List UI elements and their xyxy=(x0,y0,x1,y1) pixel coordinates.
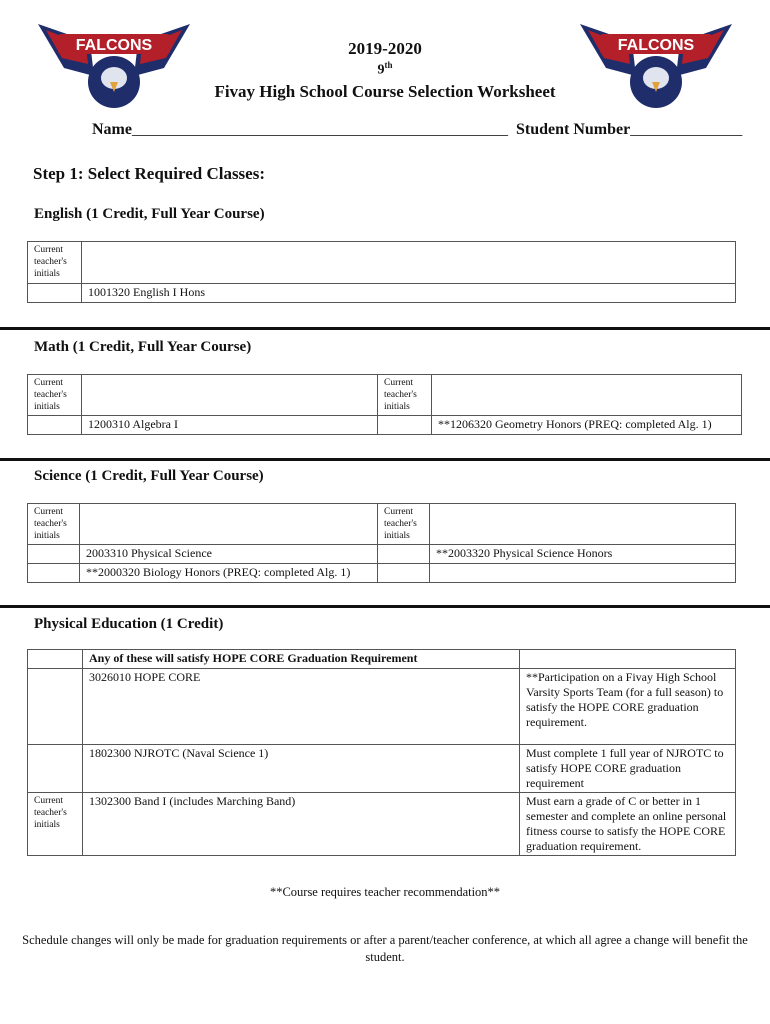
grade-level xyxy=(0,60,770,79)
empty-cell xyxy=(82,375,378,416)
math-heading: Math (1 Credit, Full Year Course) xyxy=(34,339,252,355)
initials-label: Current teacher's initials xyxy=(378,375,432,416)
initials-box[interactable] xyxy=(28,564,80,583)
section-divider xyxy=(0,605,770,608)
initials-label: Current teacher's initials xyxy=(28,375,82,416)
name-field[interactable]: _______________________________________________ xyxy=(131,121,508,138)
grade-number: 9 xyxy=(377,62,385,78)
section-divider xyxy=(0,458,770,461)
step-heading: Step 1: Select Required Classes: xyxy=(33,164,265,183)
empty-cell xyxy=(430,564,736,583)
initials-label: Current teacher's initials xyxy=(378,504,430,545)
pe-table-header: Any of these will satisfy HOPE CORE Graduation Requirement xyxy=(83,650,520,669)
initials-label: Current teacher's initials xyxy=(28,242,82,284)
requirement-note: **Participation on a Fivay High School Varsity Sports Team (for a full season) to satisfy the HOPE CORE graduation requirement. xyxy=(520,669,736,745)
initials-label: Current teacher's initials xyxy=(28,504,80,545)
requirement-note: Must complete 1 full year of NJROTC to satisfy HOPE CORE graduation requirement xyxy=(520,745,736,793)
initials-box[interactable] xyxy=(28,669,83,745)
initials-box[interactable] xyxy=(28,545,80,564)
initials-label: Current teacher's initials xyxy=(28,793,83,856)
initials-box[interactable] xyxy=(28,745,83,793)
math-table xyxy=(27,374,742,435)
course-cell[interactable]: 1302300 Band I (includes Marching Band) xyxy=(83,793,520,856)
requirement-note: Must earn a grade of C or better in 1 semester and complete an online personal fitness course to satisfy the HOPE CORE graduation requirement. xyxy=(520,793,736,856)
page-title: Fivay High School Course Selection Worksheet xyxy=(214,82,556,101)
empty-cell xyxy=(28,650,83,669)
name-label: Name xyxy=(92,121,132,138)
student-number-label: Student Number xyxy=(515,121,631,138)
science-table xyxy=(27,503,736,583)
student-number-field[interactable]: ______________ xyxy=(630,121,743,138)
empty-cell xyxy=(520,650,736,669)
course-cell[interactable]: 3026010 HOPE CORE xyxy=(83,669,520,745)
course-cell[interactable]: 2003310 Physical Science xyxy=(80,545,378,564)
schedule-change-note: Schedule changes will only be made for graduation requirements or after a parent/teacher conference, at which all agree a change will benefit the student. xyxy=(22,933,748,964)
empty-cell xyxy=(432,375,742,416)
course-cell[interactable]: **1206320 Geometry Honors (PREQ: completed Alg. 1) xyxy=(432,416,742,435)
course-cell[interactable]: 1001320 English I Hons xyxy=(82,284,736,303)
pe-heading: Physical Education (1 Credit) xyxy=(34,616,224,632)
initials-box[interactable] xyxy=(378,545,430,564)
logo-text: FALCONS xyxy=(617,37,695,54)
initials-box[interactable] xyxy=(378,416,432,435)
course-cell[interactable]: **2000320 Biology Honors (PREQ: completed Alg. 1) xyxy=(80,564,378,583)
student-info-line xyxy=(92,121,742,139)
initials-box[interactable] xyxy=(28,416,82,435)
english-table xyxy=(27,241,736,303)
pe-table xyxy=(27,649,736,856)
section-divider xyxy=(0,327,770,330)
grade-suffix: th xyxy=(384,60,393,70)
initials-box[interactable] xyxy=(28,284,82,303)
english-heading: English (1 Credit, Full Year Course) xyxy=(34,206,265,222)
logo-text: FALCONS xyxy=(75,37,153,54)
empty-cell xyxy=(430,504,736,545)
empty-cell xyxy=(82,242,736,284)
course-cell[interactable]: 1802300 NJROTC (Naval Science 1) xyxy=(83,745,520,793)
empty-cell xyxy=(378,564,430,583)
recommendation-note: **Course requires teacher recommendation** xyxy=(269,885,501,899)
empty-cell xyxy=(80,504,378,545)
course-cell[interactable]: 1200310 Algebra I xyxy=(82,416,378,435)
science-heading: Science (1 Credit, Full Year Course) xyxy=(34,468,264,484)
school-year: 2019-2020 xyxy=(348,39,422,58)
course-cell[interactable]: **2003320 Physical Science Honors xyxy=(430,545,736,564)
